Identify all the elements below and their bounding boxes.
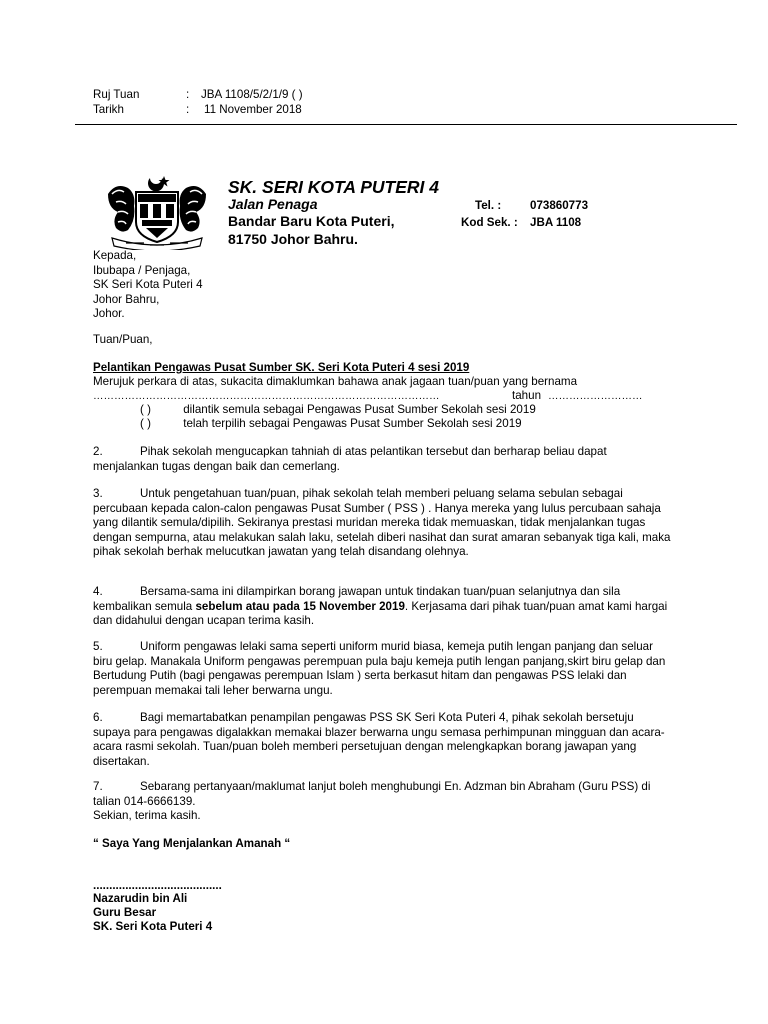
paragraph-6 (93, 711, 673, 769)
name-fill-dots: ……………………………………………………………………………………… (93, 390, 440, 402)
salutation: Tuan/Puan, (93, 333, 153, 346)
paragraph-2-text: Pihak sekolah mengucapkan tahniah di atas pelantikan tersebut dan berharap beliau dapat menjalankan tugas dengan baik dan cemerlang. (93, 445, 607, 473)
tahun-label: tahun (512, 389, 542, 402)
recipient-line-3: Johor Bahru, (93, 292, 160, 306)
paragraph-7-number: 7. (93, 780, 103, 793)
address-line-1-text: Jalan Penaga (228, 196, 318, 212)
ruj-label: Ruj Tuan (93, 88, 140, 101)
tahun-fill-dots: ……………………… (548, 390, 643, 402)
paragraph-7-text: Sebarang pertanyaan/maklumat lanjut boleh menghubungi En. Adzman bin Abraham (Guru PSS) di talian 014-6666139. (93, 780, 651, 808)
paragraph-7 (93, 780, 673, 824)
subject-heading: Pelantikan Pengawas Pusat Sumber SK. Seri Kota Puteri 4 sesi 2019 (93, 361, 470, 374)
option-checkbox[interactable]: ( ) (140, 403, 151, 416)
address-line-3: 81750 Johor Bahru. (228, 231, 358, 247)
recipient-kepada: Kepada, (93, 249, 137, 262)
motto: “ Saya Yang Menjalankan Amanah “ (93, 837, 291, 850)
paragraph-2 (93, 445, 673, 474)
school-code-label: Kod Sek. : (461, 216, 518, 229)
malaysia-coat-of-arms-icon (98, 172, 216, 250)
paragraph-4 (93, 585, 673, 629)
header-divider (75, 124, 737, 125)
option-checkbox[interactable]: ( ) (140, 417, 151, 430)
paragraph-4-text-b: . Kerjasama dari pihak tuan/puan amat kami hargai dan didahului dengan ucapan terima kasih. (93, 599, 668, 628)
school-name: SK. SERI KOTA PUTERI 4 (228, 177, 439, 197)
recipient-line-2: SK Seri Kota Puteri 4 (93, 278, 203, 292)
option-row-selected (140, 417, 522, 432)
paragraph-3 (93, 487, 673, 560)
tarikh-colon: : (186, 103, 190, 116)
paragraph-5-text: Uniform pengawas lelaki sama seperti uniform murid biasa, kemeja putih lengan panjang dan seluar biru gelap. Manakala Uniform pengawas perempuan pula baju kemeja putih lengan panjang,skirt biru gelap dan Bertudung Putih (bagi pengawas perempuan Islam ) serta berkasut hitam dan pengawas PSS lelaki dan perempuan memakai tali leher berwarna ungu. (93, 640, 666, 697)
signature-line: ........................................ (93, 879, 222, 892)
address-line-2: Bandar Baru Kota Puteri, (228, 213, 395, 229)
paragraph-6-number: 6. (93, 711, 103, 724)
paragraph-4-deadline: sebelum atau pada 15 November 2019 (195, 599, 405, 613)
paragraph-3-text: Untuk pengetahuan tuan/puan, pihak sekolah telah memberi peluang selama sebulan sebagai percubaan kepada calon-calon pengawas Pusat Sumber ( PSS ) . Hanya mereka yang lulus percubaan sahaja yang dilantik semula/dipilih. Sekiranya prestasi muridan mereka tidak memuaskan, tidak menjalankan tugas dengan sempurna, atau melakukan salah laku, setelah diberi nasihat dan surat amaran sebanyak tiga kali, maka pihak sekolah berhak melucutkan jawatan yang telah disandang olehnya. (93, 487, 671, 559)
paragraph-2-number: 2. (93, 445, 103, 458)
school-code-value: JBA 1108 (530, 216, 582, 229)
tel-value: 073860773 (530, 199, 589, 212)
signatory-name: Nazarudin bin Ali (93, 892, 188, 905)
signatory-school: SK. Seri Kota Puteri 4 (93, 920, 213, 933)
option-row-reappointed (140, 403, 536, 418)
paragraph-6-text: Bagi memartabatkan penampilan pengawas PSS SK Seri Kota Puteri 4, pihak sekolah bersetuju supaya para pengawas digalakkan memakai blazer berwarna ungu semasa perhimpunan mingguan dan acara-acara rasmi sekolah. Tuan/puan boleh memberi persetujuan dengan melengkapkan borang jawapan yang disertakan. (93, 711, 665, 768)
paragraph-4-number: 4. (93, 585, 103, 598)
intro-line: Merujuk perkara di atas, sukacita dimaklumkan bahawa anak jagaan tuan/puan yang bernama (93, 375, 578, 388)
signatory-title: Guru Besar (93, 906, 157, 919)
paragraph-5-number: 5. (93, 640, 103, 653)
paragraph-5 (93, 640, 673, 698)
tarikh-label: Tarikh (93, 103, 124, 116)
recipient-line-1: Ibubapa / Penjaga, (93, 263, 191, 277)
option-label: telah terpilih sebagai Pengawas Pusat Sumber Sekolah sesi 2019 (183, 417, 522, 430)
tarikh-value: 11 November 2018 (204, 103, 302, 116)
recipient-line-4: Johor. (93, 307, 125, 321)
option-label: dilantik semula sebagai Pengawas Pusat Sumber Sekolah sesi 2019 (183, 403, 536, 416)
ruj-value: JBA 1108/5/2/1/9 ( ) (201, 88, 303, 101)
recipient-block (93, 249, 673, 322)
ruj-colon: : (186, 88, 190, 101)
address-line-1 (228, 196, 318, 212)
paragraph-3-number: 3. (93, 487, 103, 500)
tel-label: Tel. : (475, 199, 502, 212)
paragraph-4-text-a: Bersama-sama ini dilampirkan borang jawapan untuk tindakan tuan/puan selanjutnya dan sila kembalikan semula (93, 585, 621, 613)
closing-line: Sekian, terima kasih. (93, 809, 201, 823)
